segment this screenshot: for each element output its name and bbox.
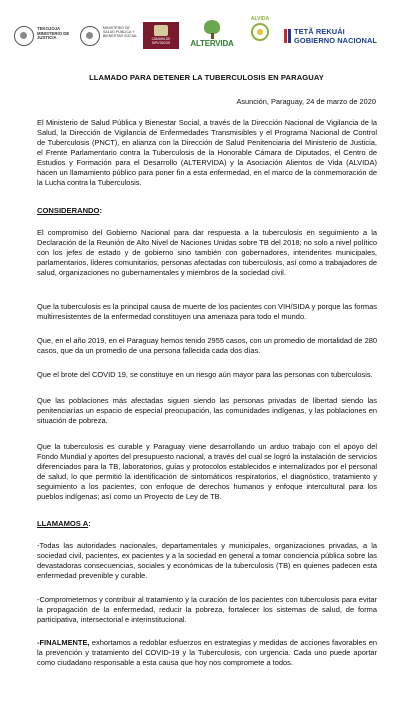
- logo-text: TEKOJOJA MINISTERIO DE JUSTICIA: [37, 26, 70, 40]
- ministerio-salud-logo: [80, 25, 138, 47]
- ministerio-justicia-logo: [14, 25, 70, 47]
- alvida-logo: [247, 16, 273, 50]
- logo-strip: [0, 0, 400, 60]
- considerando-paragraph: Que la tuberculosis es la principal causa de muerte de los pacientes con VIH/SIDA y porque las formas multirresistentes de la enfermedad constituyen una amenaza para todo el mundo.: [37, 302, 377, 321]
- camara-diputados-logo: [143, 22, 179, 49]
- flag-stripe-red: [284, 29, 287, 43]
- logo-text: ALVIDA: [250, 16, 270, 22]
- llamamos-paragraph: -Todas las autoridades nacionales, departamentales y municipales, organizaciones privadas, a la sociedad civil, pacientes, ex pacientes y a la sociedad en general a tomar conciencia pública sobre las devastadoras consecuencias, sociales y económicas de la tuberculosis (TB) en quienes padecen esta enfermedad prevenible y curable.: [37, 541, 377, 580]
- llamamos-paragraph: -Comprometernos y contribuir al tratamiento y la curación de los pacientes con tuberculosis para evitar la propagación de la enfermedad, reducir la pobreza, fortalecer los sistemas de salud, de forma participativa, intersectorial e interinstitucional.: [37, 595, 377, 624]
- heading-colon: :: [88, 519, 91, 528]
- gobierno-nacional-logo: [284, 27, 390, 47]
- logo-text: MINISTERIO DE SALUD PÚBLICA Y BIENESTAR SOCIAL: [103, 26, 138, 38]
- llamamos-heading: [37, 519, 91, 528]
- intro-paragraph: El Ministerio de Salud Pública y Bienestar Social, a través de la Dirección Nacional de Vigilancia de la Salud, la Dirección de Vigilancia de Enfermedades Transmisibles y el Programa Nacional de Control de Tuberculosis (PNCT), en alianza con la Dirección de Salud Penitenciaria del Ministerio de Justicia, el Frente Parlamentario contra la Tuberculosis de la Honorable Cámara de Diputados, el Centro de Estudios y Formación para el Desarrollo (ALTERVIDA) y la Asociación Alientos de Vida (ALVIDA) hacen un llamamiento público para poner fin a esta enfermedad, en el marco de la conmemoración de la Lucha contra la Tuberculosis.: [37, 118, 377, 187]
- considerando-paragraph: Que la tuberculosis es curable y Paraguay viene desarrollando un arduo trabajo con el apoyo del Fondo Mundial y aportes del presupuesto nacional, a través del cual se logró la instalación de servicios diferenciados para la TB, laboratorios, guías y protocolos establecidos e internalizados por el personal de salud, lo que permitió la identificación de sintomáticos respiratorios, el diagnóstico, tratamiento y seguimiento a los pacientes, con enfoque de derechos humanos y enfoque intercultural para los pueblos indígenas; así como un Proyecto de Ley de TB.: [37, 442, 377, 501]
- seal-icon: [80, 26, 100, 46]
- heading-colon: :: [99, 206, 102, 215]
- tree-icon: [204, 20, 220, 34]
- considerando-paragraph: Que las poblaciones más afectadas siguen siendo las personas privadas de libertad siendo las penitenciarías un espacio de especial preocupación, las comunidades indígenas, y las poblaciones en situación de pobreza.: [37, 396, 377, 425]
- document-title: LLAMADO PARA DETENER LA TUBERCULOSIS EN PARAGUAY: [89, 73, 324, 82]
- ring-icon: [251, 23, 269, 41]
- seal-icon: [14, 26, 34, 46]
- flag-stripe-blue: [288, 29, 291, 43]
- heading-text: LLAMAMOS A: [37, 519, 89, 528]
- final-paragraph: [37, 638, 377, 668]
- logo-text-line2: GOBIERNO NACIONAL: [294, 36, 377, 45]
- logo-text: ALTERVIDA: [190, 39, 234, 48]
- considerando-paragraph: El compromiso del Gobierno Nacional para dar respuesta a la tuberculosis en seguimiento a la Declaración de la Reunión de Alto Nivel de Naciones Unidas sobre TB del 2018; no solo a nivel político con los jefes de estado y de gobierno sino también con gobernadores, intendentes municipales, parlamentarios, líderes comunitarios, personas afectadas con tuberculosis, así como a trabajadores de salud, organizaciones no gubernamentales y miembros de la sociedad civil.: [37, 228, 377, 277]
- considerando-paragraph: Que, en el año 2019, en el Paraguay hemos tenido 2955 casos, con un promedio de mortalidad de 280 casos, que da un promedio de una persona fallecida cada dos días.: [37, 336, 377, 355]
- document-date: Asunción, Paraguay, 24 de marzo de 2020: [236, 97, 376, 106]
- logo-text: CÁMARA DE DIPUTADOS: [151, 37, 171, 45]
- logo-text-line1: TETÃ REKUÁI: [294, 27, 345, 36]
- considerando-paragraph: Que el brote del COVID 19, se constituye en un riesgo aún mayor para las personas con tuberculosis.: [37, 370, 373, 379]
- heading-text: CONSIDERANDO: [37, 206, 100, 215]
- final-label: -FINALMENTE,: [37, 638, 90, 647]
- emblem-icon: [154, 25, 168, 36]
- final-text: exhortamos a redoblar esfuerzos en estrategias y medidas de acciones favorables en la prevención y tratamiento del COVID-19 y la Tuberculosis, con urgencia. Cada uno puede aportar como ciudadano responsable a esta causa que hoy nos compromete a todos.: [37, 638, 377, 667]
- considerando-heading: [37, 206, 102, 215]
- altervida-logo: [190, 20, 234, 52]
